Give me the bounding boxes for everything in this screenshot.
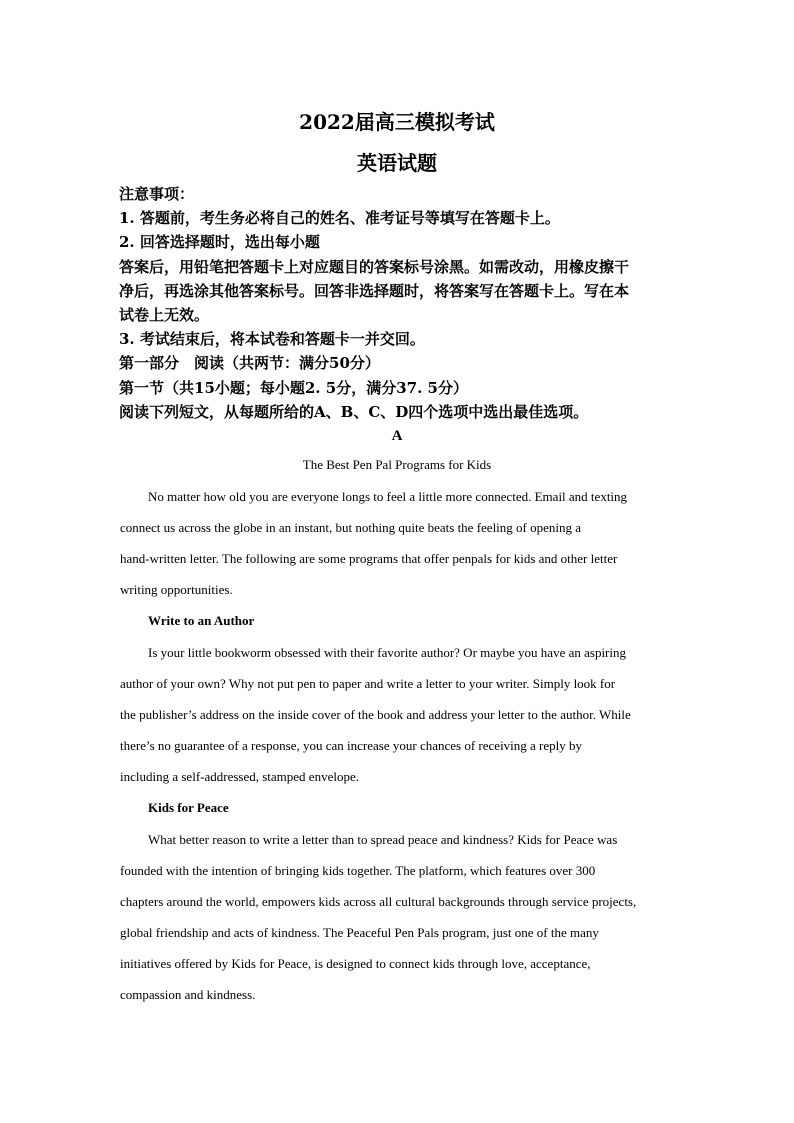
- passage-line: chapters around the world, empowers kids across all cultural backgrounds through service projects,: [120, 894, 637, 909]
- passage-line: there’s no guarantee of a response, you can increase your chances of receiving a reply by: [120, 738, 583, 753]
- passage-line: the publisher’s address on the inside cover of the book and address your letter to the author. While: [120, 707, 631, 722]
- notice-line: 注意事项：: [119, 185, 195, 203]
- passage-line: founded with the intention of bringing kids together. The platform, which features over 300: [120, 863, 596, 878]
- passage-line: including a self-addressed, stamped envelope.: [120, 769, 359, 784]
- passage-title: The Best Pen Pal Programs for Kids: [302, 457, 492, 472]
- section-heading: Kids for Peace: [148, 800, 229, 815]
- passage-line: What better reason to write a letter than to spread peace and kindness? Kids for Peace was: [148, 832, 618, 847]
- passage-line: initiatives offered by Kids for Peace, is designed to connect kids through love, acceptance,: [120, 956, 591, 971]
- notice-line: 第一节（共15小题；每小题2. 5分，满分37. 5分）: [119, 378, 468, 397]
- exam-instructions: [119, 182, 679, 424]
- notice-line: 3. 考试结束后，将本试卷和答题卡一并交回。: [119, 330, 425, 349]
- section-body: [120, 824, 680, 1010]
- passage-line: Is your little bookworm obsessed with their favorite author? Or maybe you have an aspiring: [148, 645, 626, 660]
- exam-subject: 英语试题: [357, 151, 437, 175]
- notice-line: 第一部分 阅读（共两节：满分50分）: [119, 354, 380, 373]
- passage-line: compassion and kindness.: [120, 987, 256, 1002]
- exam-title: 2022届高三模拟考试: [299, 110, 495, 134]
- notice-line: 1. 答题前，考生务必将自己的姓名、准考证号等填写在答题卡上。: [119, 209, 560, 228]
- notice-line: 净后，再选涂其他答案标号。回答非选择题时，将答案写在答题卡上。写在本: [119, 281, 630, 300]
- passage-line: author of your own? Why not put pen to paper and write a letter to your writer. Simply look for: [120, 676, 616, 691]
- notice-line: 试卷上无效。: [119, 306, 210, 325]
- notice-line: 阅读下列短文，从每题所给的A、B、C、D四个选项中选出最佳选项。: [119, 402, 589, 421]
- passage-label: A: [391, 428, 403, 444]
- passage-line: writing opportunities.: [120, 582, 233, 597]
- notice-line: 答案后，用铅笔把答题卡上对应题目的答案标号涂黑。如需改动，用橡皮擦干: [119, 257, 630, 276]
- passage-line: connect us across the globe in an instant, but nothing quite beats the feeling of opening a: [120, 520, 582, 535]
- passage-line: No matter how old you are everyone longs to feel a little more connected. Email and texting: [148, 489, 628, 504]
- passage-line: global friendship and acts of kindness. The Peaceful Pen Pals program, just one of the many: [120, 925, 599, 940]
- passage-intro: [120, 481, 680, 605]
- section-body: [120, 637, 680, 792]
- passage-line: hand-written letter. The following are some programs that offer penpals for kids and other letter: [120, 551, 618, 566]
- section-heading: Write to an Author: [148, 613, 255, 628]
- notice-line: 2. 回答选择题时，选出每小题: [119, 233, 320, 252]
